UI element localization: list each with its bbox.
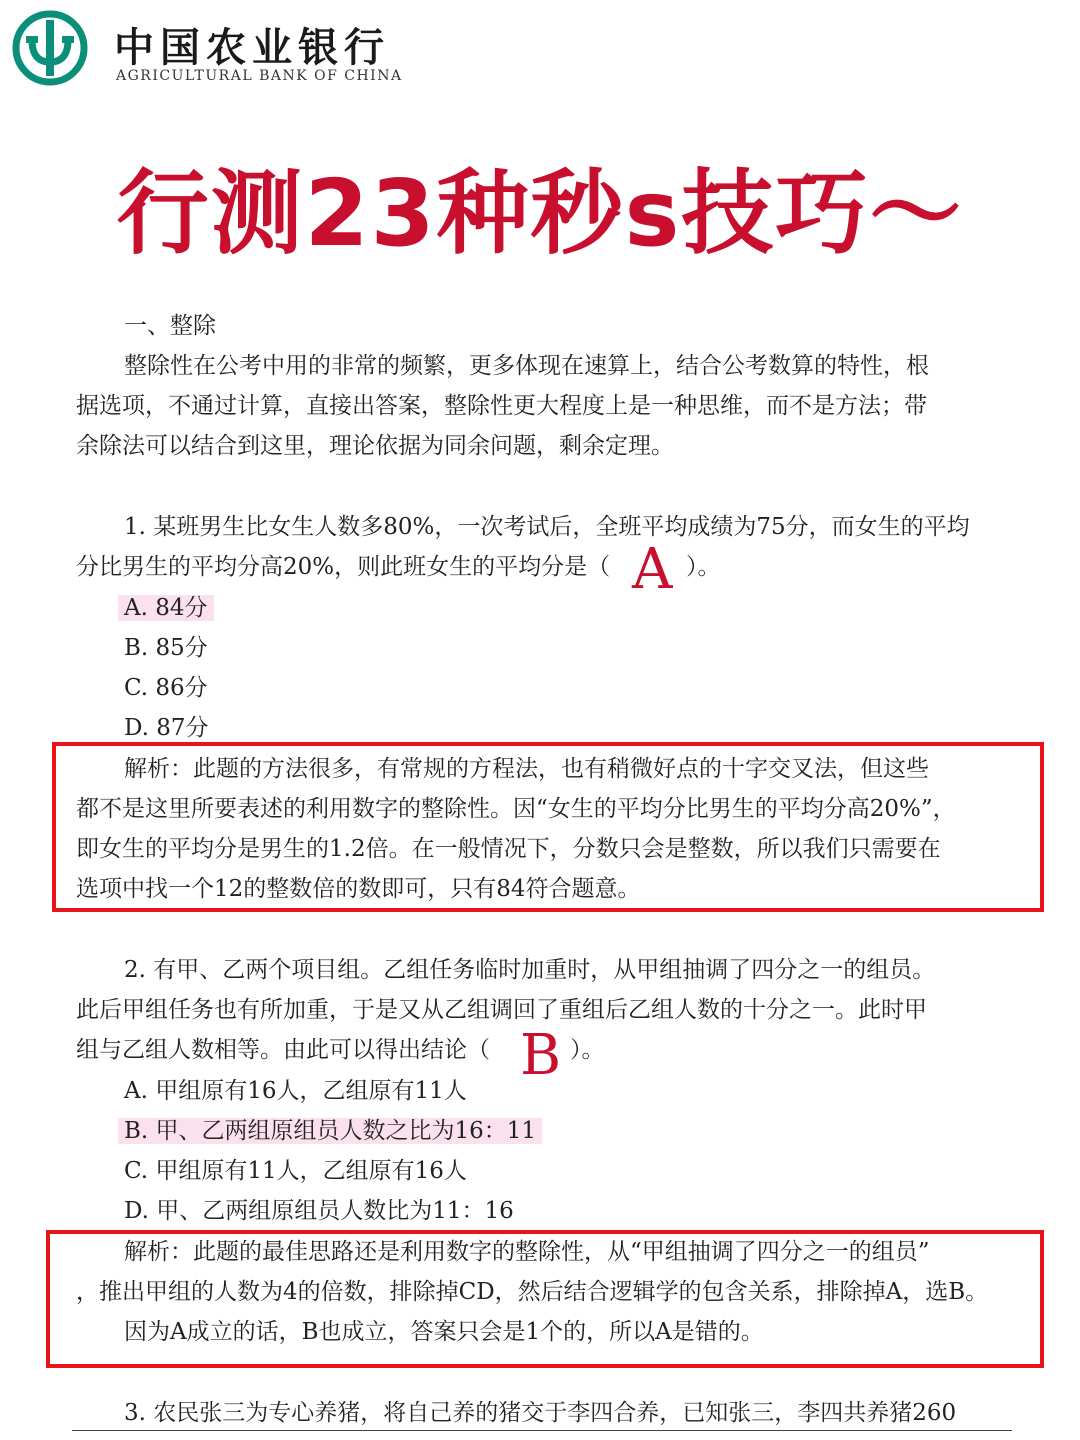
q2-option-a: A. 甲组原有16人，乙组原有11人	[124, 1078, 467, 1104]
intro-line: 整除性在公考中用的非常的频繁，更多体现在速算上，结合公考数算的特性，根	[124, 353, 929, 379]
correct-highlight: A. 84分	[118, 595, 214, 621]
q1-analysis-line: 解析：此题的方法很多，有常规的方程法，也有稍微好点的十字交叉法，但这些	[124, 756, 929, 782]
q2-option-b	[124, 1111, 542, 1151]
q2-analysis-line: ，推出甲组的人数为4的倍数，排除掉CD，然后结合逻辑学的包含关系，排除掉A，选B。	[76, 1279, 989, 1305]
q1-stem-line: 分比男生的平均分高20%，则此班女生的平均分是（	[76, 554, 611, 580]
section-heading: 一、整除	[124, 313, 216, 339]
q2-option-c: C. 甲组原有11人，乙组原有16人	[124, 1158, 467, 1184]
intro-line: 余除法可以结合到这里，理论依据为同余问题，剩余定理。	[76, 433, 674, 459]
q2-analysis-line: 解析：此题的最佳思路还是利用数字的整除性，从“甲组抽调了四分之一的组员”	[124, 1239, 930, 1265]
q1-analysis-line: 都不是这里所要表述的利用数字的整除性。因“女生的平均分比男生的平均分高20%”，	[76, 796, 956, 822]
q1-option-d: D. 87分	[124, 715, 209, 741]
q2-stem-line: 此后甲组任务也有所加重，于是又从乙组调回了重组后乙组人数的十分之一。此时甲	[76, 997, 927, 1023]
q1-option-a	[124, 588, 214, 628]
q2-handwritten-answer: B	[520, 1023, 562, 1088]
q2-stem-line: 组与乙组人数相等。由此可以得出结论（	[76, 1037, 490, 1063]
correct-highlight: B. 甲、乙两组原组员人数之比为16：11	[118, 1118, 542, 1144]
abc-logo-icon	[12, 10, 88, 86]
q1-analysis-line: 即女生的平均分是男生的1.2倍。在一般情况下，分数只会是整数，所以我们只需要在	[76, 836, 941, 862]
logo-english-name: AGRICULTURAL BANK OF CHINA	[116, 68, 403, 84]
q1-stem-close: ）。	[686, 554, 721, 580]
q3-stem-line: 3. 农民张三为专心养猪，将自己养的猪交于李四合养，已知张三，李四共养猪260	[124, 1400, 957, 1426]
q1-option-b: B. 85分	[124, 635, 208, 661]
page-headline: 行测23种秒s技巧～	[116, 160, 964, 267]
q2-stem-close: ）。	[570, 1037, 605, 1063]
q1-handwritten-answer: A	[632, 537, 673, 602]
q1-stem-line: 1. 某班男生比女生人数多80%，一次考试后，全班平均成绩为75分，而女生的平均	[124, 514, 970, 540]
q1-option-c: C. 86分	[124, 675, 208, 701]
q2-option-d: D. 甲、乙两组原组员人数比为11：16	[124, 1198, 514, 1224]
intro-line: 据选项，不通过计算，直接出答案，整除性更大程度上是一种思维，而不是方法；带	[76, 393, 927, 419]
bottom-rule	[72, 1430, 1012, 1431]
logo-chinese-name: 中国农业银行	[114, 24, 390, 71]
q2-analysis-line: 因为A成立的话，B也成立，答案只会是1个的，所以A是错的。	[124, 1319, 764, 1345]
q1-analysis-line: 选项中找一个12的整数倍的数即可，只有84符合题意。	[76, 876, 641, 902]
q2-stem-line: 2. 有甲、乙两个项目组。乙组任务临时加重时，从甲组抽调了四分之一的组员。	[124, 957, 936, 983]
bank-logo	[12, 10, 403, 90]
